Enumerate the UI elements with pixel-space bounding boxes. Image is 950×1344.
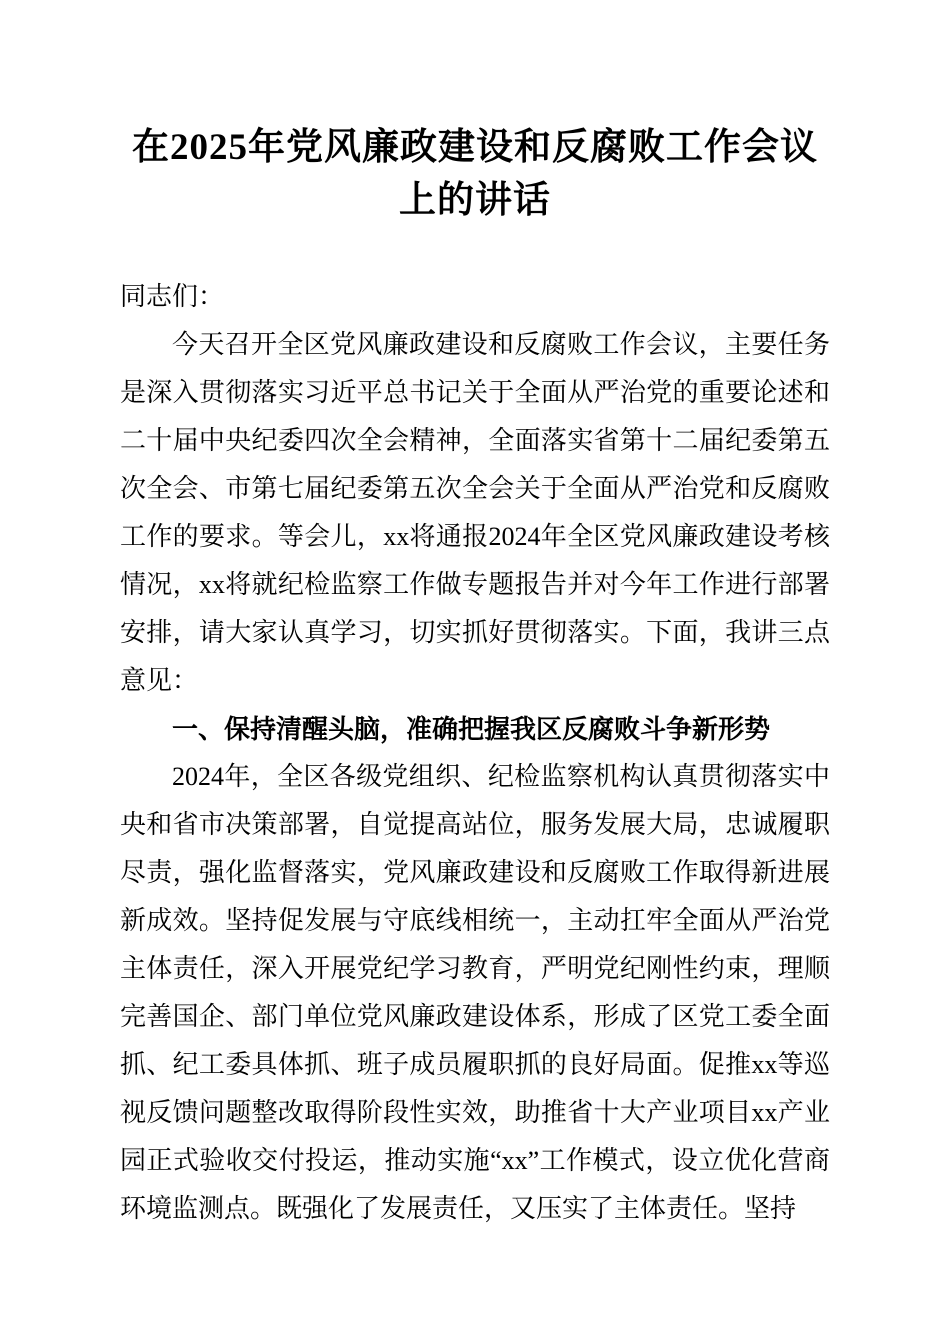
document-body xyxy=(120,273,830,1233)
paragraph: 2024年，全区各级党组织、纪检监察机构认真贯彻落实中央和省市决策部署，自觉提高站位，服务发展大局，忠诚履职尽责，强化监督落实，党风廉政建设和反腐败工作取得新进展新成效。坚持促发展与守底线相统一，主动扛牢全面从严治党主体责任，深入开展党纪学习教育，严明党纪刚性约束，理顺完善国企、部门单位党风廉政建设体系，形成了区党工委全面抓、纪工委具体抓、班子成员履职抓的良好局面。促推xx等巡视反馈问题整改取得阶段性实效，助推省十大产业项目xx产业园正式验收交付投运，推动实施“xx”工作模式，设立优化营商环境监测点。既强化了发展责任，又压实了主体责任。坚持 xyxy=(120,762,830,1224)
paragraph: 今天召开全区党风廉政建设和反腐败工作会议，主要任务是深入贯彻落实习近平总书记关于全面从严治党的重要论述和二十届中央纪委四次全会精神，全面落实省第十二届纪委第五次全会、市第七届纪委第五次全会关于全面从严治党和反腐败工作的要求。等会儿，xx将通报2024年全区党风廉政建设考核情况，xx将就纪检监察工作做专题报告并对今年工作进行部署安排，请大家认真学习，切实抓好贯彻落实。下面，我讲三点意见： xyxy=(120,330,830,696)
document-title: 在2025年党风廉政建设和反腐败工作会议上的讲话 xyxy=(132,127,818,221)
paragraph: 同志们： xyxy=(120,282,225,312)
section-heading: 一、保持清醒头脑，准确把握我区反腐败斗争新形势 xyxy=(172,714,771,745)
